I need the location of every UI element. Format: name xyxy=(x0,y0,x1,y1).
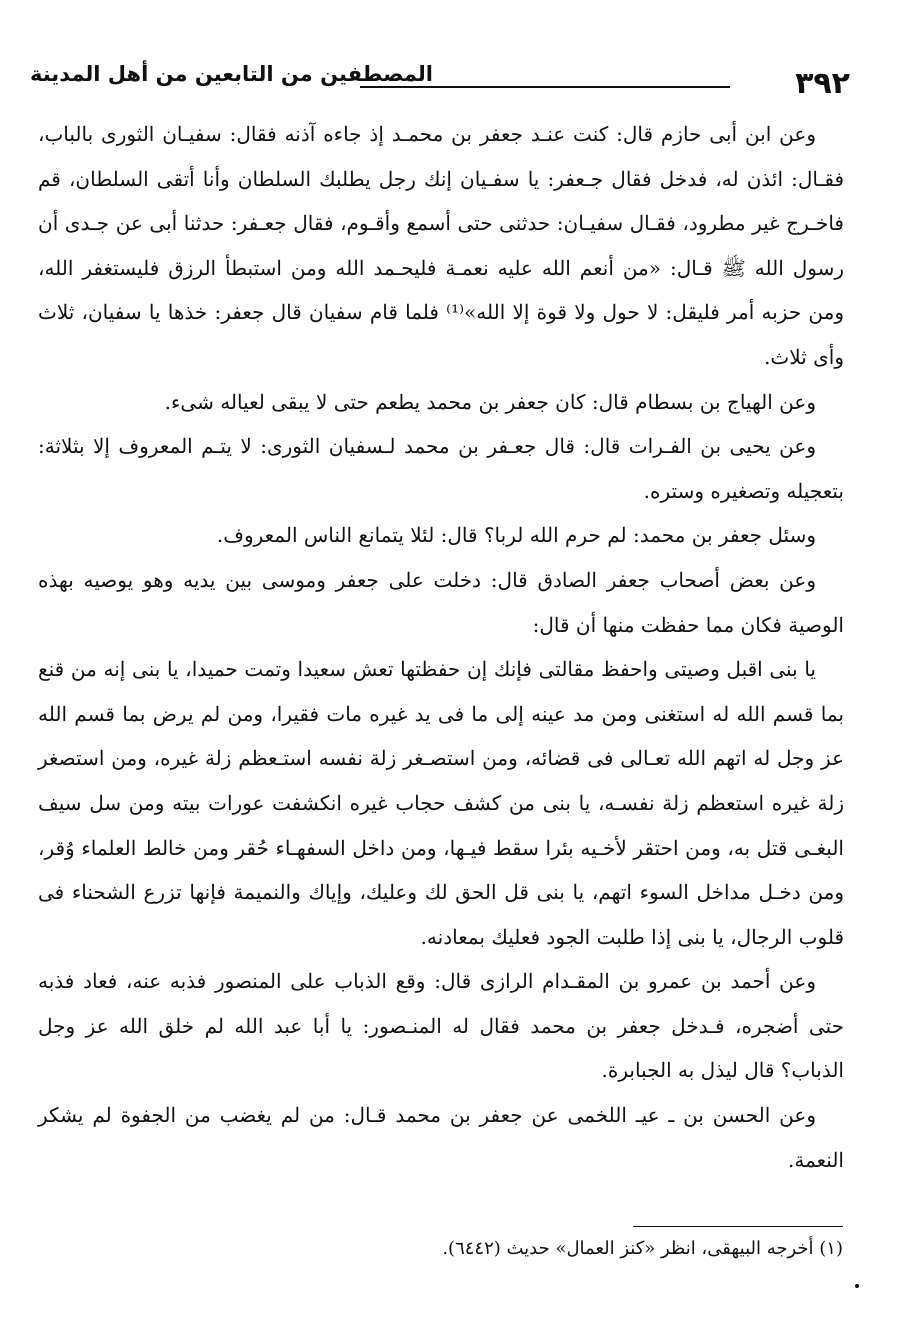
footnote-rule xyxy=(633,1226,843,1227)
page-number: ٣٩٢ xyxy=(795,66,850,101)
paragraph-riba: وسئل جعفر بن محمد: لم حرم الله لربا؟ قال: لئلا يتمانع الناس المعروف. xyxy=(216,523,816,548)
paragraph-yahya: وعن يحيى بن الفـرات قال: قال جعـفر بن محمد لـسفيان الثورى: لا يتـم المعروف إلا بثلاثة: بتعجيله وتصغيره وستره. xyxy=(38,434,844,503)
page-header xyxy=(30,58,850,102)
running-title: المصطفين من التابعين من أهل المدينة xyxy=(30,62,433,86)
header-rule xyxy=(360,86,730,88)
paragraph-companions: وعن بعض أصحاب جعفر الصادق قال: دخلت على جعفر وموسى بين يديه وهو يوصيه بهذه الوصية فكان مما حفظت منها أن قال: xyxy=(38,567,844,637)
paragraph-wasiyya: يا بنى اقبل وصيتى واحفظ مقالتى فإنك إن حفظتها تعش سعيدا وتمت حميدا، يا بنى إنه من قنع بما قسم الله له استغنى ومن مد عينه إلى ما فى يد غيره مات فقيرا، ومن لم يرض بما قسم الله عز وجل له اتهم الله تعـالى فى قضائه، ومن استصـغر زلة نفسه استـعظم زلة غيره، ومن استصغر زلة غيره استعظم زلة نفسـه، يا بنى من كشف حجاب غيره انكشفت عورات بيته ومن سل سيف البغـى قتل به، ومن احتقر لأخـيه بئرا سقط فيـها، ومن داخل السفهـاء حُقر ومن خالط العلماء وُقر، ومن دخـل مداخل السوء اتهم، يا بنى قل الحق لك وعليك، وإياك والنميمة فإنها تزرع الشحناء فى قلوب الرجال، يا بنى إذا طلبت الجود فعليك بمعادنه. xyxy=(38,657,844,949)
footnote: (١) أخرجه البيهقى، انظر «كنز العمال» حديث (٦٤٤٢). xyxy=(442,1238,843,1259)
paragraph-hayyaj: وعن الهياج بن بسطام قال: كان جعفر بن محمد يطعم حتى لا يبقى لعياله شىء. xyxy=(164,389,816,414)
paragraph-hasan: وعن الحسن بن ـ عيـ اللخمى عن جعفر بن محمد قـال: من لم يغضب من الجفوة لم يشكر النعمة. xyxy=(38,1103,844,1172)
paragraph-mansur: وعن أحمد بن عمرو بن المقـدام الرازى قال: وقع الذباب على المنصور فذبه عنه، فعاد فذبه حتى أضجره، فـدخل جعفر بن محمد فقال له المنـصور: يا أبا عبد الله لم خلق الله عز وجل الذباب؟ قال ليذل به الجبابرة. xyxy=(38,969,844,1083)
page-mark xyxy=(855,1284,859,1288)
body-text xyxy=(38,112,844,1182)
paragraph-abi-hazim: وعن ابن أبى حازم قال: كنت عنـد جعفر بن محمـد إذ جاءه آذنه فقال: سفيـان الثورى بالباب، فقـال: ائذن له، فدخل فقال جـعفر: يا سفـيان إنك رجل يطلبك السلطان وأنا أتقى السلطان، قم فاخـرج غير مطرود، فقـال سفيـان: حدثنى حتى أسمع وأقـوم، فقال جعـفر: حدثنا أبى عن جـدى أن رسول الله ﷺ قـال: «من أنعم الله عليه نعمـة فليحـمد الله ومن استبطأ الرزق فليستغفر الله، ومن حزبه أمر فليقل: لا حول ولا قوة إلا الله»⁽¹⁾ فلما قام سفيان قال جعفر: خذها يا سفيان، ثلاث وأى ثلاث. xyxy=(38,122,844,369)
